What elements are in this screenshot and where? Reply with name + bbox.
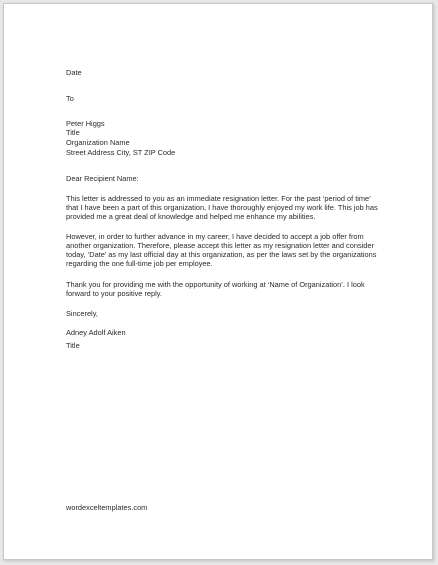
salutation: Dear Recipient Name: xyxy=(66,174,139,183)
date-line: Date xyxy=(66,68,82,77)
letter-page xyxy=(3,3,433,560)
paragraph-line: another organization. Therefore, please accept this letter as my resignation letter and consider xyxy=(66,241,374,250)
recipient-organization: Organization Name xyxy=(66,138,130,147)
closing: Sincerely, xyxy=(66,309,98,318)
body-paragraph-2 xyxy=(66,232,386,268)
paragraph-line: today, ‘Date’ as my last official day at this organization, as per the laws set by the organizations xyxy=(66,250,377,259)
body-paragraph-1 xyxy=(66,194,386,221)
sender-name: Adney Adolf Aiken xyxy=(66,328,126,337)
paragraph-line: Thank you for providing me with the opportunity of working at ‘Name of Organization’. I look xyxy=(66,280,365,289)
sender-title: Title xyxy=(66,341,80,350)
paragraph-line: However, in order to further advance in my career, I have decided to accept a job offer from xyxy=(66,232,364,241)
paragraph-line: that I have been a part of this organization, I have thoroughly enjoyed my work life. This job has xyxy=(66,203,378,212)
footer-website: wordexceltemplates.com xyxy=(66,503,148,512)
recipient-name: Peter Higgs xyxy=(66,119,105,128)
body-paragraph-3 xyxy=(66,280,386,298)
paragraph-line: regarding the one full-time job per employee. xyxy=(66,259,213,268)
recipient-address: Street Address City, ST ZIP Code xyxy=(66,148,176,157)
paragraph-line: forward to your positive reply. xyxy=(66,289,162,298)
paragraph-line: provided me a great deal of knowledge and helped me enhance my abilities. xyxy=(66,212,316,221)
paragraph-line: This letter is addressed to you as an immediate resignation letter. For the past ‘period of time’ xyxy=(66,194,371,203)
to-line: To xyxy=(66,94,74,103)
recipient-title: Title xyxy=(66,128,80,137)
